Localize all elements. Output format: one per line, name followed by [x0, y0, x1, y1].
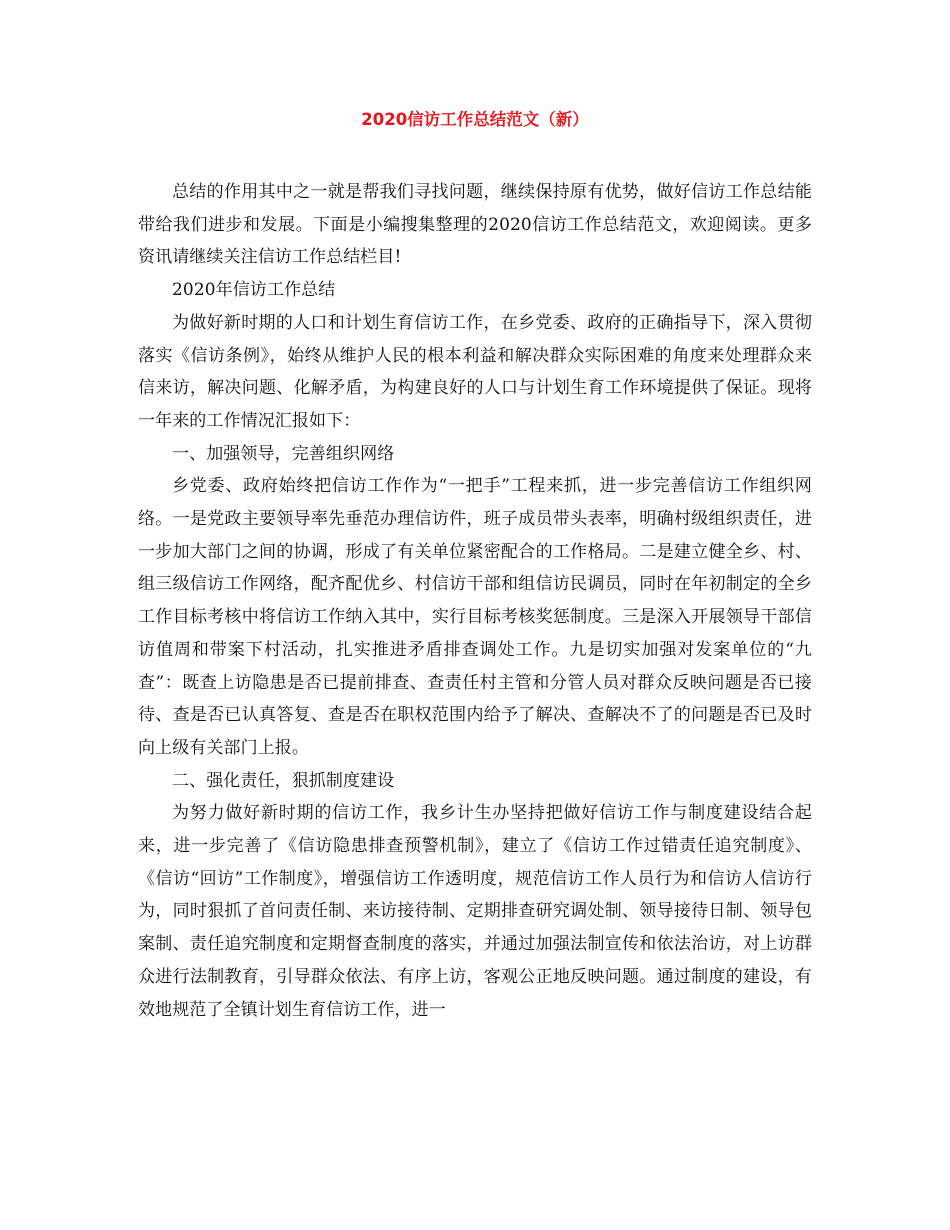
paragraph-3: 为努力做好新时期的信访工作，我乡计生办坚持把做好信访工作与制度建设结合起来，进一步完善了《信访隐患排查预警机制》，建立了《信访工作过错责任追究制度》、《信访“回访”工作制度》，增强信访工作透明度，规范信访工作人员行为和信访人信访行为，同时狠抓了首问责任制、来访接待制、定期排查研究调处制、领导接待日制、领导包案制、责任追究制度和定期督查制度的落实，并通过加强法制宣传和依法治访，对上访群众进行法制教育，引导群众依法、有序上访，客观公正地反映问题。通过制度的建设，有效地规范了全镇计划生育信访工作，进一 [138, 803, 812, 1020]
intro-paragraph: 总结的作用其中之一就是帮我们寻找问题，继续保持原有优势，做好信访工作总结能带给我们进步和发展。下面是小编搜集整理的2020信访工作总结范文，欢迎阅读。更多资讯请继续关注信访工作总结栏目! [138, 182, 812, 268]
document-title: 2020信访工作总结范文（新） [361, 110, 589, 129]
section-heading-2: 二、强化责任，狠抓制度建设 [172, 770, 395, 791]
paragraph-1: 为做好新时期的人口和计划生育信访工作，在乡党委、政府的正确指导下，深入贯彻落实《信访条例》，始终从维护人民的根本利益和解决群众实际困难的角度来处理群众来信来访，解决问题、化解矛盾，为构建良好的人口与计划生育工作环境提供了保证。现将一年来的工作情况汇报如下： [138, 312, 812, 431]
document-page [138, 108, 812, 1026]
document-body [138, 176, 812, 1026]
document-subtitle: 2020年信访工作总结 [172, 280, 336, 301]
section-heading-1: 一、加强领导，完善组织网络 [172, 443, 395, 464]
paragraph-2: 乡党委、政府始终把信访工作作为“一把手”工程来抓，进一步完善信访工作组织网络。一是党政主要领导率先垂范办理信访件，班子成员带头表率，明确村级组织责任，进一步加大部门之间的协调，形成了有关单位紧密配合的工作格局。二是建立健全乡、村、组三级信访工作网络，配齐配优乡、村信访干部和组信访民调员，同时在年初制定的全乡工作目标考核中将信访工作纳入其中，实行目标考核奖惩制度。三是深入开展领导干部信访值周和带案下村活动，扎实推进矛盾排查调处工作。九是切实加强对发案单位的“九查”：既查上访隐患是否已提前排查、查责任村主管和分管人员对群众反映问题是否已接待、查是否已认真答复、查是否在职权范围内给予了解决、查解决不了的问题是否已及时向上级有关部门上报。 [138, 476, 812, 758]
